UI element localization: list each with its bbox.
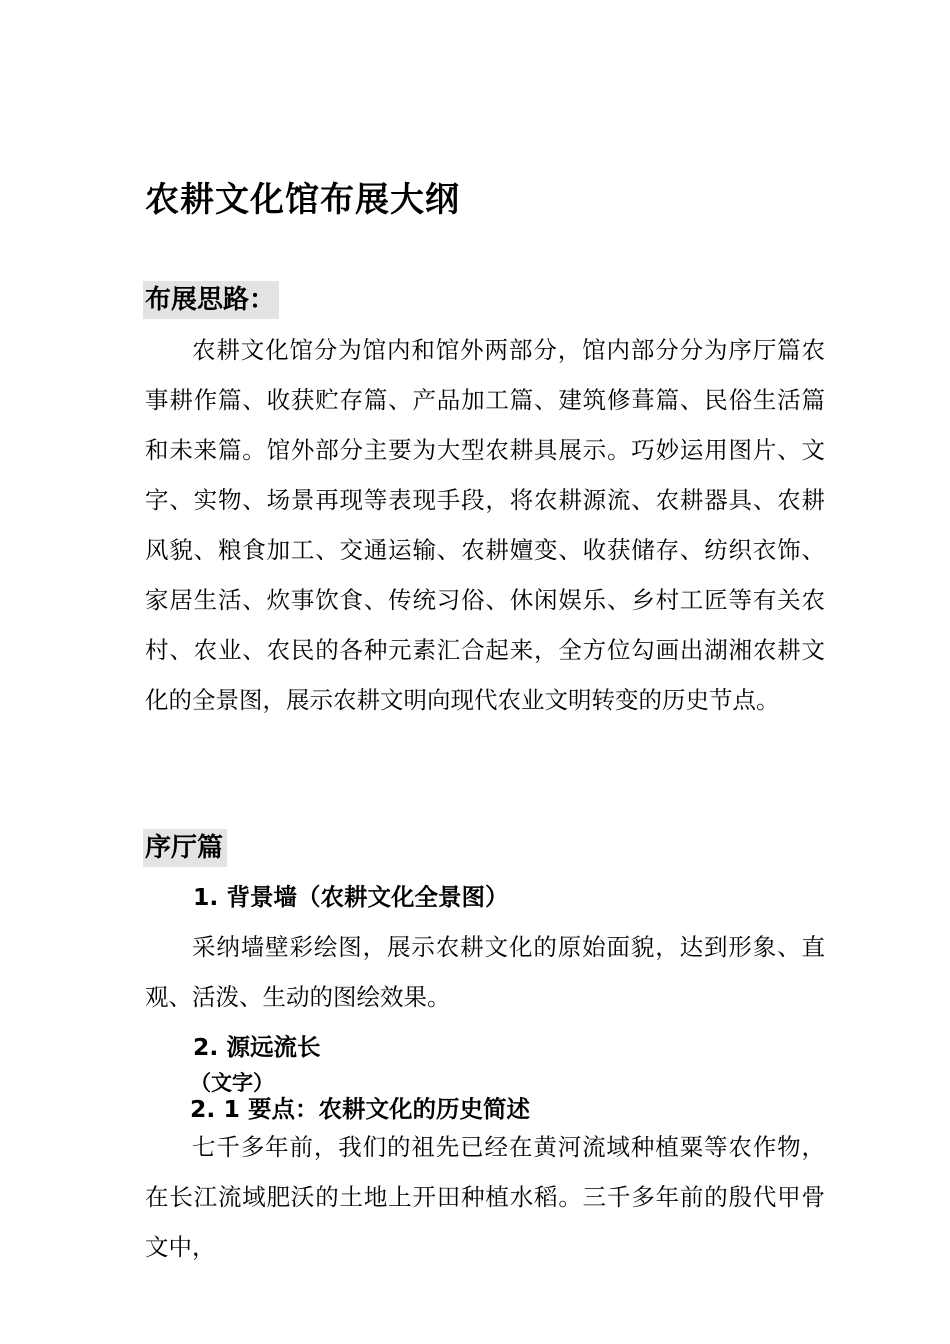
subheading-background-wall: 1. 背景墙（农耕文化全景图） [193,883,509,911]
subheading-note-text: （文字） [190,1071,274,1095]
section-heading-layout-ideas: 布展思路： [143,281,279,319]
paragraph-background-wall: 采纳墙壁彩绘图，展示农耕文化的原始面貌，达到形象、直观、活泼、生动的图绘效果。 [145,933,825,1011]
paragraph-layout-ideas: 农耕文化馆分为馆内和馆外两部分，馆内部分分为序厅篇农事耕作篇、收获贮存篇、产品加工篇、建筑修葺篇、民俗生活篇和未来篇。馆外部分主要为大型农耕具展示。巧妙运用图片、文字、实物、场景再现等表现手段，将农耕源流、农耕器具、农耕风貌、粮食加工、交通运输、农耕嬗变、收获储存、纺织衣饰、家居生活、炊事饮食、传统习俗、休闲娱乐、乡村工匠等有关农村、农业、农民的各种元素汇合起来，全方位勾画出湖湘农耕文化的全景图，展示农耕文明向现代农业文明转变的历史节点。 [145,336,825,714]
document-title: 农耕文化馆布展大纲 [145,180,460,220]
section-heading-preface-hall: 序厅篇 [143,829,227,867]
subheading-key-points: 2. 1 要点：农耕文化的历史简述 [190,1095,530,1123]
subheading-long-history: 2. 源远流长 [193,1033,321,1061]
paragraph-history-summary: 七千多年前，我们的祖先已经在黄河流域种植粟等农作物，在长江流域肥沃的土地上开田种植水稻。三千多年前的殷代甲骨文中， [145,1133,825,1261]
